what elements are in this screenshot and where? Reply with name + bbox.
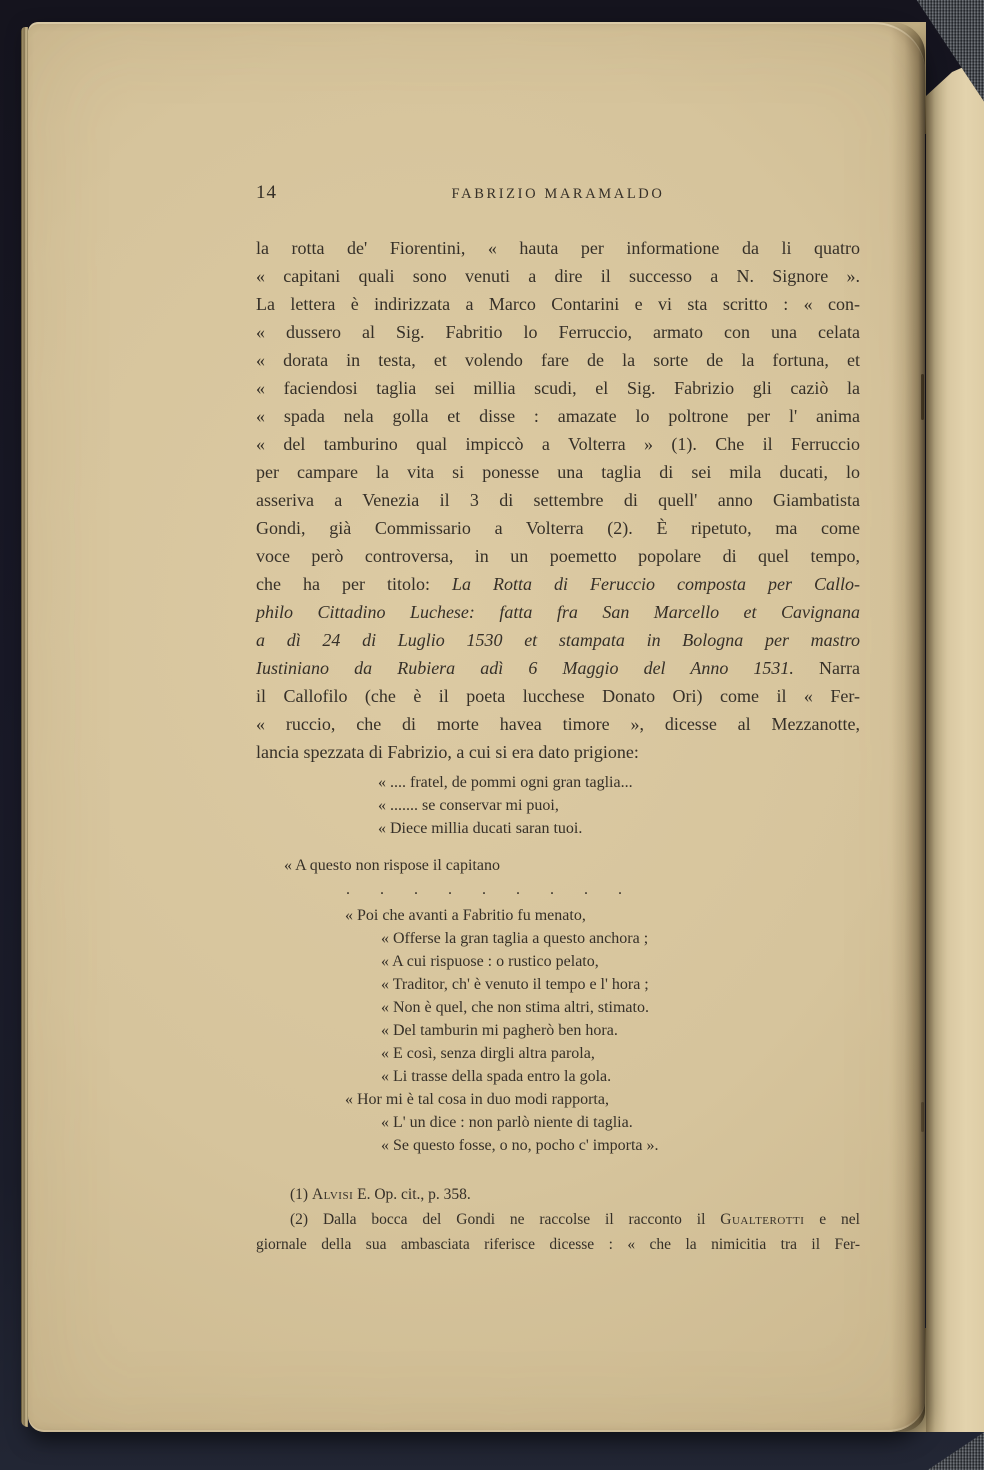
verse-line: « ....... se conservar mi puoi, [378, 797, 559, 814]
body-line [256, 346, 860, 374]
footnote-line [256, 1182, 860, 1207]
verse-line: « Offerse la gran taglia a questo anchora ; [381, 930, 649, 947]
footnote-line [256, 1207, 860, 1232]
gutter-shadow [891, 22, 925, 1432]
footnote-line [256, 1232, 860, 1257]
text-segment: il Callofilo (che è il poeta lucchese Donato Ori) come il « Fer- [256, 686, 860, 706]
text-segment: « capitani quali sono venuti a dire il successo a N. Signore ». [256, 266, 860, 286]
text-segment: « del tamburino qual impiccò a Volterra » (1). Che il Ferruccio [256, 434, 860, 454]
text-segment: (1) [290, 1186, 312, 1203]
verse-line: « Hor mi è tal cosa in duo modi rapporta, [345, 1091, 609, 1108]
body-line [256, 234, 860, 262]
text-segment: « faciendosi taglia sei millia scudi, el Sig. Fabrizio gli caziò la [256, 378, 860, 398]
body-line [256, 486, 860, 514]
footnotes [256, 1182, 860, 1257]
text-segment-italic: a dì 24 di Luglio 1530 et stampata in Bologna per mastro [256, 630, 860, 650]
body-line [256, 290, 860, 318]
verse-quotation-1 [378, 771, 633, 840]
book-page [28, 22, 925, 1432]
text-segment: asseriva a Venezia il 3 di settembre di quell' anno Giambatista [256, 490, 860, 510]
verse-intro-line: « A questo non rispose il capitano [284, 857, 500, 874]
verse-quotation-2 [256, 904, 896, 1157]
text-segment-italic: Iustiniano da Rubiera adì 6 Maggio del Anno 1531. [256, 658, 794, 678]
body-line [256, 710, 860, 738]
text-segment-smallcaps: Gualterotti [720, 1211, 805, 1228]
page-number: 14 [256, 182, 277, 203]
text-segment: e nel [804, 1211, 860, 1228]
text-segment-italic: philo Cittadino Luchese: fatta fra San Marcello et Cavignana [256, 602, 860, 622]
body-line [256, 626, 860, 654]
body-line [256, 542, 860, 570]
verse-line: « .... fratel, de pommi ogni gran taglia... [378, 774, 633, 791]
verse-line: « Del tamburin mi pagherò ben hora. [381, 1022, 618, 1039]
verse-line: « Se questo fosse, o no, pocho c' importa ». [381, 1137, 659, 1154]
body-line [256, 458, 860, 486]
body-line [256, 514, 860, 542]
body-line [256, 318, 860, 346]
gutter-crack [921, 374, 924, 420]
page-edge-sheets [21, 27, 28, 1427]
text-segment-italic: La Rotta di Feruccio composta per Callo- [451, 574, 860, 594]
text-segment: lancia spezzata di Fabrizio, a cui si era dato prigione: [256, 742, 639, 762]
body-line [256, 374, 860, 402]
verse-line: « Non è quel, che non stima altri, stimato. [381, 999, 649, 1016]
verse-line: « L' un dice : non parlò niente di taglia. [381, 1114, 633, 1131]
text-segment: E. Op. cit., p. 358. [353, 1186, 471, 1203]
text-segment: (2) Dalla bocca del Gondi ne raccolse il racconto il [290, 1211, 721, 1228]
text-segment: la rotta de' Fiorentini, « hauta per informatione da li quatro [256, 238, 860, 258]
text-segment: voce però controversa, in un poemetto popolare di quel tempo, [256, 546, 860, 566]
verse-line: « A cui rispuose : o rustico pelato, [381, 953, 599, 970]
text-segment-smallcaps: Alvisi [311, 1186, 354, 1203]
verse-line: « Li trasse della spada entro la gola. [381, 1068, 612, 1085]
text-segment: La lettera è indirizzata a Marco Contarini e vi sta scritto : « con- [256, 294, 860, 314]
text-segment: per campare la vita si ponesse una taglia di sei mila ducati, lo [256, 462, 860, 482]
text-segment: giornale della sua ambasciata riferisce dicesse : « che la nimicitia tra il Fer- [256, 1236, 860, 1253]
text-segment: « spada nela golla et disse : amazate lo poltrone per l' anima [256, 406, 860, 426]
text-segment: Narra [793, 658, 861, 678]
body-line [256, 570, 860, 598]
body-line [256, 682, 860, 710]
ellipsis-dots-row: . . . . . . . . . [346, 881, 622, 898]
body-text [256, 234, 860, 766]
text-segment: « dorata in testa, et volendo fare de la sorte de la fortuna, et [256, 350, 860, 370]
running-header: FABRIZIO MARAMALDO [451, 186, 665, 202]
body-line [256, 262, 860, 290]
body-line [256, 738, 860, 766]
verse-line: « Poi che avanti a Fabritio fu menato, [345, 907, 586, 924]
body-line [256, 598, 860, 626]
body-line [256, 402, 860, 430]
facing-page-edge [926, 58, 984, 1432]
text-segment: « ruccio, che di morte havea timore », dicesse al Mezzanotte, [256, 714, 860, 734]
text-segment: Gondi, già Commissario a Volterra (2). È ripetuto, ma come [256, 518, 860, 538]
text-segment: che ha per titolo: [256, 574, 452, 594]
verse-line: « Traditor, ch' è venuto il tempo e l' hora ; [381, 976, 649, 993]
body-line [256, 654, 860, 682]
body-line [256, 430, 860, 458]
verse-line: « Diece millia ducati saran tuoi. [378, 820, 583, 837]
page-header [256, 182, 860, 208]
gutter-crack [921, 1102, 924, 1132]
verse-line: « E così, senza dirgli altra parola, [381, 1045, 595, 1062]
text-segment: « dussero al Sig. Fabritio lo Ferruccio, armato con una celata [256, 322, 860, 342]
